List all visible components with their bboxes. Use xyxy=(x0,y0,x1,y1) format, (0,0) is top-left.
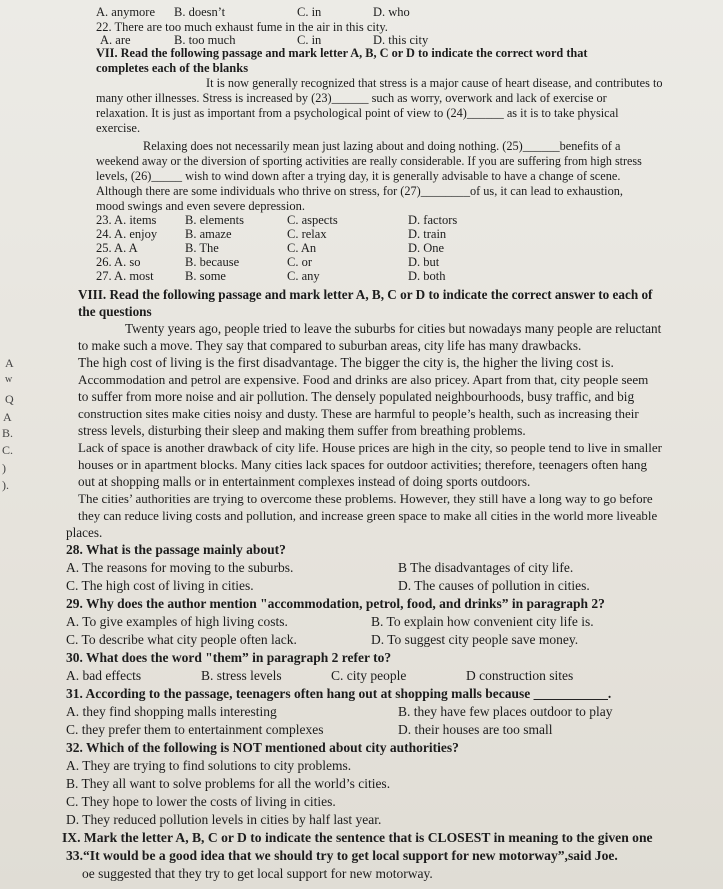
s8-line: The high cost of living is the first disadvantage. The bigger the city is, the higher the living cost is. xyxy=(78,355,614,370)
q22-stem: 22. There are too much exhaust fume in the air in this city. xyxy=(96,20,388,34)
margin-mark: ) xyxy=(2,461,6,475)
s8-line: Twenty years ago, people tried to leave the suburbs for cities but nowadays many people are reluctant xyxy=(125,321,662,336)
q21-option-a[interactable]: A. anymore xyxy=(96,5,156,19)
q21-option-d[interactable]: D. who xyxy=(373,5,410,19)
s8-line: Lack of space is another drawback of city life. House prices are high in the city, so people tend to live in smaller xyxy=(78,440,662,455)
q32-option-d[interactable]: D. They reduced pollution levels in cities by half last year. xyxy=(66,812,382,827)
q30-stem: 30. What does the word "them” in paragraph 2 refer to? xyxy=(66,650,392,665)
q21-option-c[interactable]: C. in xyxy=(297,5,322,19)
q23-option-c[interactable]: C. aspects xyxy=(287,213,338,227)
q26-option-a[interactable]: 26. A. so xyxy=(96,255,141,269)
q28-option-b[interactable]: B The disadvantages of city life. xyxy=(398,560,574,575)
margin-mark: Q xyxy=(5,392,14,406)
q30-option-d[interactable]: D construction sites xyxy=(466,668,574,683)
q27-option-d[interactable]: D. both xyxy=(408,269,446,283)
section9-heading: IX. Mark the letter A, B, C or D to indicate the sentence that is CLOSEST in meaning to the given one xyxy=(62,830,653,845)
q25-option-c[interactable]: C. An xyxy=(287,241,317,255)
q27-option-c[interactable]: C. any xyxy=(287,269,320,283)
q25-option-b[interactable]: B. The xyxy=(185,241,219,255)
s8-line: out at shopping malls or in entertainment complexes instead of doing sports outdoors. xyxy=(78,474,531,489)
q31-option-b[interactable]: B. they have few places outdoor to play xyxy=(398,704,613,719)
q28-stem: 28. What is the passage mainly about? xyxy=(66,542,286,557)
s8-line: Accommodation and petrol are expensive. Food and drinks are also pricey. Apart from that, city people seem xyxy=(78,372,649,387)
q31-option-c[interactable]: C. they prefer them to entertainment complexes xyxy=(66,722,324,737)
q25-option-a[interactable]: 25. A. A xyxy=(96,241,138,255)
margin-mark: w xyxy=(5,374,13,385)
s8-line: The cities’ authorities are trying to overcome these problems. However, they still have a long way to go before xyxy=(78,491,653,506)
q22-option-a[interactable]: A. are xyxy=(100,33,131,47)
q29-option-c[interactable]: C. To describe what city people often lack. xyxy=(66,632,297,647)
q30-option-b[interactable]: B. stress levels xyxy=(201,668,282,683)
q22-option-c[interactable]: C. in xyxy=(297,33,322,47)
q32-option-a[interactable]: A. They are trying to find solutions to city problems. xyxy=(66,758,352,773)
s7-line: levels, (26)_____ wish to wind down after a trying day, it is generally advisable to have a change of scene. xyxy=(96,169,621,183)
s8-line: stress levels, disturbing their sleep and making them suffer from breathing problems. xyxy=(78,423,526,438)
s8-line: places. xyxy=(66,525,103,540)
q31-stem: 31. According to the passage, teenagers often hang out at shopping malls because ___________. xyxy=(66,686,612,701)
q33-option-a[interactable]: oe suggested that they try to get local support for new motorway. xyxy=(82,866,433,881)
q26-option-c[interactable]: C. or xyxy=(287,255,312,269)
s7-line: exercise. xyxy=(96,121,141,135)
s7-line: weekend away or the diversion of sporting activities are really considerable. If you are suffering from high stress xyxy=(96,154,642,168)
s7-line: relaxation. It is just as important from a psychological point of view to (24)______ as it is to take physical xyxy=(96,106,619,120)
s8-line: they can reduce living costs and pollution, and increase green space to make all cities in the world more liveable xyxy=(78,509,658,523)
s7-line: Although there are some individuals who thrive on stress, for (27)________of us, it can lead to exhaustion, xyxy=(96,184,623,198)
s7-line: many other illnesses. Stress is increased by (23)______ such as worry, overwork and lack of exercise or xyxy=(96,91,607,105)
q33-stem: 33.“It would be a good idea that we should try to get local support for new motorway”,said Joe. xyxy=(66,848,618,863)
section8-heading-cont: the questions xyxy=(78,304,152,319)
margin-mark: C. xyxy=(2,443,14,457)
q27-option-b[interactable]: B. some xyxy=(185,269,226,283)
q30-option-a[interactable]: A. bad effects xyxy=(66,668,142,683)
q23-option-d[interactable]: D. factors xyxy=(408,213,458,227)
margin-mark: ). xyxy=(2,478,9,492)
q21-option-b[interactable]: B. doesn’t xyxy=(174,5,226,19)
q27-option-a[interactable]: 27. A. most xyxy=(96,269,154,283)
q23-option-a[interactable]: 23. A. items xyxy=(96,213,157,227)
s8-line: houses or in apartment blocks. Many cities lack spaces for outdoor activities; therefore, teenagers often hang xyxy=(78,457,648,472)
q25-option-d[interactable]: D. One xyxy=(408,241,445,255)
q24-option-c[interactable]: C. relax xyxy=(287,227,327,241)
q32-option-b[interactable]: B. They all want to solve problems for all the world’s cities. xyxy=(66,776,391,791)
s8-line: construction sites make cities noisy and dusty. These are harmful to people’s health, such as increasing their xyxy=(78,406,639,421)
q22-option-d[interactable]: D. this city xyxy=(373,33,429,47)
q23-option-b[interactable]: B. elements xyxy=(185,213,245,227)
s7-line: mood swings and even severe depression. xyxy=(96,199,305,213)
q28-option-a[interactable]: A. The reasons for moving to the suburbs. xyxy=(66,560,294,575)
q29-stem: 29. Why does the author mention "accommodation, petrol, food, and drinks” in paragraph 2? xyxy=(66,596,605,611)
s7-line: It is now generally recognized that stress is a major cause of heart disease, and contributes to xyxy=(206,76,663,90)
margin-mark: B. xyxy=(2,426,14,440)
q29-option-d[interactable]: D. To suggest city people save money. xyxy=(371,632,579,647)
q26-option-b[interactable]: B. because xyxy=(185,255,240,269)
section8-heading: VIII. Read the following passage and mark letter A, B, C or D to indicate the correct answer to each of xyxy=(78,287,653,302)
q29-option-a[interactable]: A. To give examples of high living costs. xyxy=(66,614,288,629)
q28-option-c[interactable]: C. The high cost of living in cities. xyxy=(66,578,254,593)
q26-option-d[interactable]: D. but xyxy=(408,255,440,269)
q30-option-c[interactable]: C. city people xyxy=(331,668,407,683)
q31-option-a[interactable]: A. they find shopping malls interesting xyxy=(66,704,277,719)
q22-option-b[interactable]: B. too much xyxy=(174,33,236,47)
q24-option-a[interactable]: 24. A. enjoy xyxy=(96,227,158,241)
section7-heading: VII. Read the following passage and mark letter A, B, C or D to indicate the correct word that xyxy=(96,46,588,60)
s8-line: to make such a move. They say that compared to suburban areas, city life has many drawbacks. xyxy=(78,338,582,353)
q28-option-d[interactable]: D. The causes of pollution in cities. xyxy=(398,578,590,593)
q29-option-b[interactable]: B. To explain how convenient city life is. xyxy=(371,614,594,629)
q32-stem: 32. Which of the following is NOT mentioned about city authorities? xyxy=(66,740,459,755)
s7-line: Relaxing does not necessarily mean just lazing about and doing nothing. (25)______benefits of a xyxy=(143,139,621,153)
margin-mark: A xyxy=(5,356,14,370)
q32-option-c[interactable]: C. They hope to lower the costs of living in cities. xyxy=(66,794,336,809)
q31-option-d[interactable]: D. their houses are too small xyxy=(398,722,553,737)
section7-heading-cont: completes each of the blanks xyxy=(96,61,249,75)
margin-mark: A xyxy=(3,410,12,424)
s8-line: to suffer from more noise and air pollution. The densely populated neighbourhoods, busy traffic, and big xyxy=(78,389,635,404)
q24-option-b[interactable]: B. amaze xyxy=(185,227,232,241)
q24-option-d[interactable]: D. train xyxy=(408,227,447,241)
